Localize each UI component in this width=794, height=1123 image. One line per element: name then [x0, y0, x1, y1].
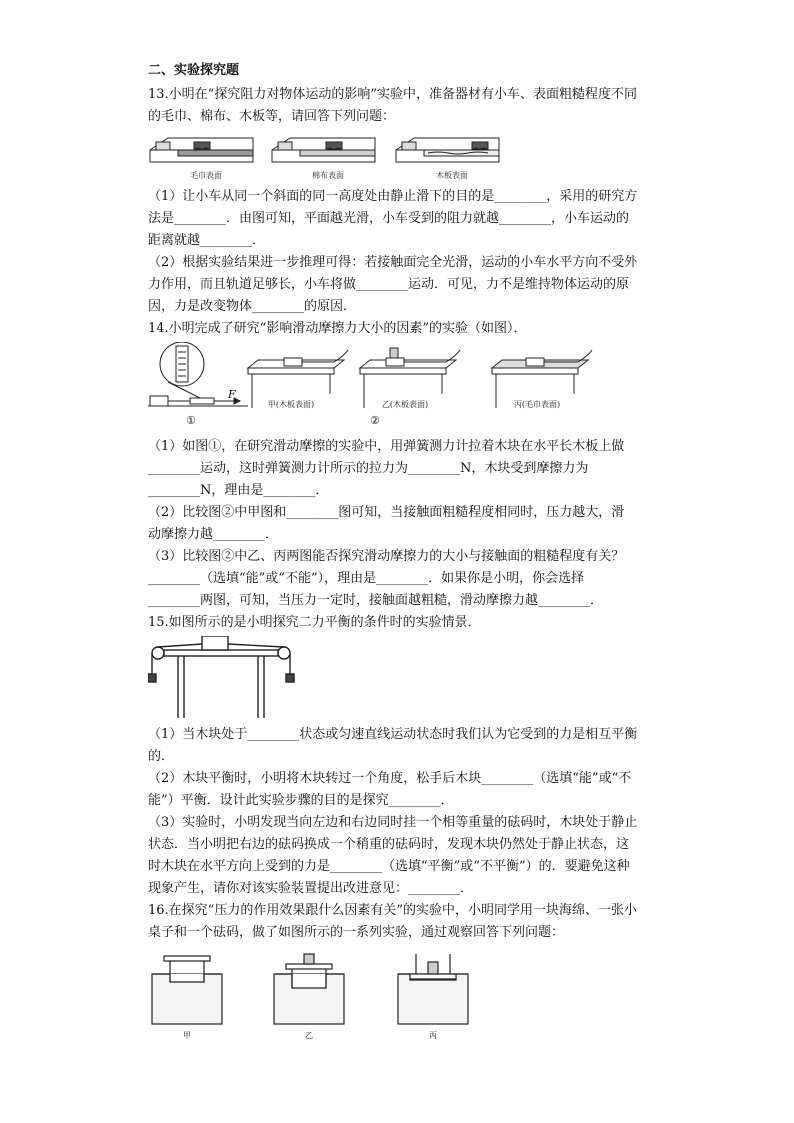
- q14-mark-1: ①: [186, 414, 196, 427]
- q16-stem-line2: 桌子和一个砝码，做了如图所示的一系列实验，通过观察回答下列问题：: [148, 925, 565, 940]
- q13-label-wood: 木板表面: [436, 171, 468, 180]
- section-title: 二、实验探究题: [148, 63, 240, 78]
- q16-label-bing: 丙: [429, 1031, 437, 1040]
- q14-figure: [148, 342, 668, 434]
- q13-ramps-diagram: [148, 132, 668, 172]
- q14-friction-diagram: [148, 342, 668, 434]
- q15-part3-line1: （3）实验时，小明发现当向左边和右边同时挂一个相等重量的砝码时，木块处于静止: [148, 815, 638, 830]
- q15-part3-line3: 时木块在水平方向上受到的力是________（选填“平衡”或“不平衡”）的．要避免这种: [148, 859, 630, 874]
- q13-part1-line2: 法是________．由图可知，平面越光滑，小车受到的阻力就越________，小车运动的: [148, 211, 630, 226]
- q14-part1-line1: （1）如图①，在研究滑动摩擦的实验中，用弹簧测力计拉着木块在水平长木板上做: [148, 439, 625, 454]
- q14-force-label: F: [228, 388, 236, 401]
- q13-stem-line2: 的毛巾、棉布、木板等，请回答下列问题：: [148, 109, 396, 124]
- q16-sponge-diagram: [148, 948, 488, 1028]
- q15-stem: 15.如图所示的是小明探究二力平衡的条件时的实验情景．: [148, 615, 481, 630]
- q16-label-yi: 乙: [305, 1031, 313, 1040]
- q14-part2-line1: （2）比较图②中甲图和________图可知，当接触面粗糙程度相同时，压力越大，滑: [148, 505, 625, 520]
- q16-stem-line1: 16.在探究“压力的作用效果跟什么因素有关”的实验中，小明同学用一块海绵、一张小: [148, 903, 637, 918]
- q13-stem-line1: 13.小明在“探究阻力对物体运动的影响”实验中，准备器材有小车、表面粗糙程度不同: [148, 87, 637, 102]
- q16-figure: [148, 948, 668, 1044]
- q14-label-jia: 甲(木板表面): [267, 400, 315, 409]
- q15-part3-line2: 状态．当小明把右边的砝码换成一个稍重的砝码时，发现木块仍然处于静止状态，这: [148, 837, 630, 852]
- q15-part1-line1: （1）当木块处于________状态或匀速直线运动状态时我们认为它受到的力是相互平衡: [148, 727, 638, 742]
- q14-label-yi: 乙(木板表面): [381, 400, 429, 409]
- q15-part1-line2: 的．: [148, 749, 175, 764]
- q13-part2-line1: （2）根据实验结果进一步推理可得：若接触面完全光滑，运动的小车水平方向不受外: [148, 255, 638, 270]
- q14-stem: 14.小明完成了研究“影响滑动摩擦力大小的因素”的实验（如图）．: [148, 321, 527, 336]
- q14-part3-line2: ________（选填“能”或“不能”），理由是________．如果你是小明，你会选择: [148, 571, 585, 586]
- q14-part2-line2: 动摩擦力越________．: [148, 527, 279, 542]
- q14-label-bing: 丙(毛巾表面): [513, 400, 561, 409]
- q13-part2-line2: 力作用，而且轨道足够长，小车将做________运动．可见，力不是维持物体运动的原: [148, 277, 630, 292]
- q14-part1-line2: ________运动，这时弹簧测力计所示的拉力为________N，木块受到摩擦力为: [148, 461, 589, 476]
- q15-part2-line1: （2）木块平衡时，小明将木块转过一个角度，松手后木块________（选填“能”或“不: [148, 771, 632, 786]
- q13-label-cotton: 棉布表面: [312, 171, 344, 180]
- q15-balance-table-diagram: [148, 636, 308, 722]
- q14-part1-line3: ________N，理由是________．: [148, 483, 329, 498]
- q14-mark-2: ②: [370, 414, 380, 427]
- q13-part1-line3: 距离就越________．: [148, 233, 266, 248]
- q15-figure: [148, 636, 668, 722]
- q14-part3-line1: （3）比较图②中乙、丙两图能否探究滑动摩擦力的大小与接触面的粗糙程度有关？: [148, 549, 625, 564]
- q16-label-jia: 甲: [183, 1031, 191, 1040]
- q14-part3-line3: ________两图，可知，当压力一定时，接触面越粗糙，滑动摩擦力越________．: [148, 593, 604, 608]
- q13-figure: [148, 132, 668, 182]
- q13-part1-line1: （1）让小车从同一个斜面的同一高度处由静止滑下的目的是________，采用的研究方: [148, 189, 638, 204]
- q13-label-towel: 毛巾表面: [190, 171, 222, 180]
- exam-page: [148, 60, 668, 1044]
- q15-part2-line2: 能”）平衡．设计此实验步骤的目的是探究________．: [148, 793, 454, 808]
- q15-part3-line4: 现象产生，请你对该实验装置提出改进意见：________．: [148, 881, 474, 896]
- q13-part2-line3: 因，力是改变物体________的原因．: [148, 299, 357, 314]
